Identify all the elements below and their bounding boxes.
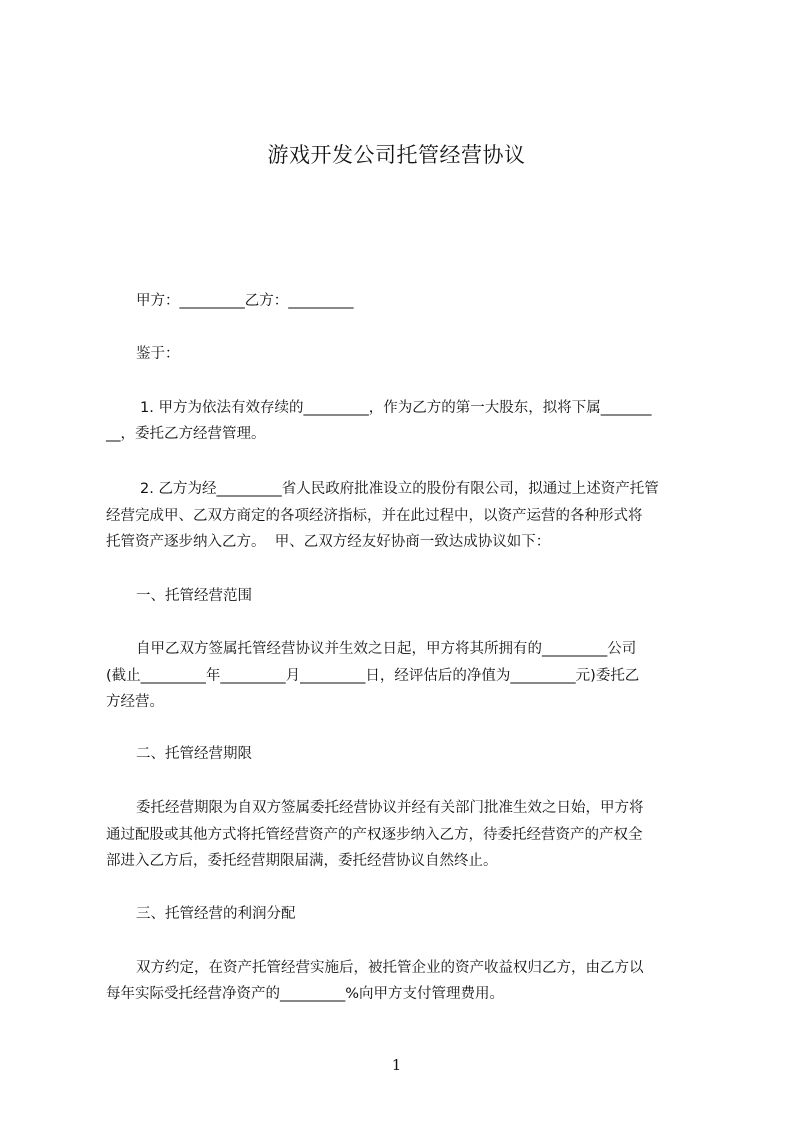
clause-2-line: 托管资产逐步纳入乙方。 甲、乙双方经友好协商一致达成协议如下： bbox=[106, 534, 551, 550]
section-1-line: 自甲乙双方签属托管经营协议并生效之日起，甲方将其所拥有的_________公司 bbox=[136, 641, 637, 657]
section-1-line: (截止_________年_________月_________日，经评估后的净值为_________元)委托乙 bbox=[106, 668, 640, 684]
section-1-heading: 一、托管经营范围 bbox=[136, 588, 252, 604]
clause-2-line: 2. 乙方为经_________省人民政府批准设立的股份有限公司，拟通过上述资产托管 bbox=[140, 481, 659, 497]
clause-1-line: 1. 甲方为依法有效存续的_________，作为乙方的第一大股东，拟将下属_______ bbox=[140, 400, 652, 416]
section-2-line: 部进入乙方后，委托经营期限届满，委托经营协议自然终止。 bbox=[106, 853, 498, 869]
section-2-heading: 二、托管经营期限 bbox=[136, 746, 252, 762]
clause-2-line: 经营完成甲、乙双方商定的各项经济指标，并在此过程中，以资产运营的各种形式将 bbox=[106, 508, 643, 524]
page-number: 1 bbox=[391, 1056, 402, 1074]
section-3-line: 双方约定，在资产托管经营实施后，被托管企业的资产收益权归乙方，由乙方以 bbox=[136, 960, 644, 976]
section-3-heading: 三、托管经营的利润分配 bbox=[136, 906, 296, 922]
whereas-label: 鉴于： bbox=[136, 346, 180, 362]
parties-line: 甲方：_________乙方：_________ bbox=[136, 293, 354, 309]
section-3-line: 每年实际受托经营净资产的_________%向甲方支付管理费用。 bbox=[106, 986, 505, 1002]
section-2-line: 委托经营期限为自双方签属委托经营协议并经有关部门批准生效之日始，甲方将 bbox=[136, 800, 644, 816]
document-title: 游戏开发公司托管经营协议 bbox=[267, 143, 526, 167]
section-2-line: 通过配股或其他方式将托管经营资产的产权逐步纳入乙方，待委托经营资产的产权全 bbox=[106, 827, 643, 843]
section-1-line: 方经营。 bbox=[106, 694, 164, 710]
clause-1-line: __，委托乙方经营管理。 bbox=[106, 426, 266, 442]
